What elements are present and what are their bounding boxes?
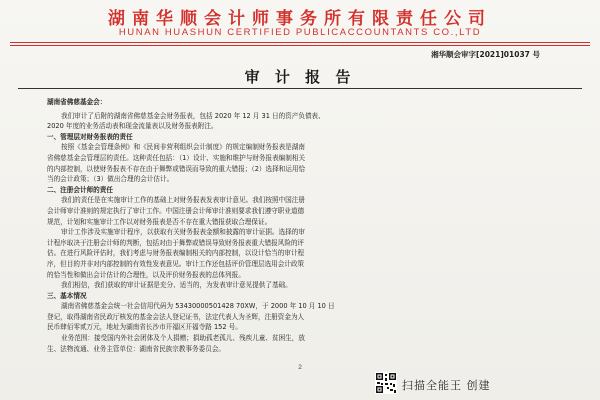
paragraph-line: 的恰当性和做出会计估计的合理性，以及评价财务报表的总体列报。: [47, 270, 245, 279]
paragraph-line: 估。在进行风险评估时，我们考虑与财务报表编制相关的内部控制，以设计恰当的审计程: [47, 249, 305, 258]
paragraph-line: 计程序取决于注册会计师的判断，包括对由于舞弊或错误导致财务报表重大错报风险的评: [47, 238, 305, 247]
paragraph-line: 2020 年度的业务活动表和现金流量表以及财务报表附注。: [47, 122, 218, 131]
addressee: 湖南省佛慈基金会：: [47, 98, 107, 106]
paragraph-line: 生、法物流通、业务主管单位：湖南省民族宗教事务委员会。: [47, 344, 226, 353]
report-body: [47, 97, 553, 354]
paragraph-line: 审计工作涉及实施审计程序，以获取有关财务报表金额和披露的审计证据。选择的审: [61, 228, 305, 237]
document-number: 湘华顺会审字[2021]01037 号: [431, 50, 540, 59]
paragraph-line: 湖南省佛慈基金会统一社会信用代码为 53430000501428 70XW，于 2000 年 10 月 10 日: [61, 302, 335, 311]
report-title: 审 计 报 告: [244, 68, 356, 86]
paragraph-line: 我们审计了后附的湖南省佛慈基金会财务报表，包括 2020 年 12 月 31 日的资产负债表、: [61, 111, 325, 120]
paragraph-line: 按照《基金会管理条例》和《民间非营利组织会计制度》的规定编制财务报表是湖南: [61, 143, 305, 152]
paragraph-line: 我们的责任是在实施审计工作的基础上对财务报表发表审计意见。我们按照中国注册: [61, 196, 305, 205]
section-heading: 三、基本情况: [47, 291, 87, 300]
scanner-watermark: 扫描全能王 创建: [402, 379, 491, 392]
section-heading: 二、注册会计师的责任: [47, 185, 113, 194]
page-number: 2: [298, 364, 302, 371]
report-paragraphs: [47, 111, 553, 355]
firm-name-en: HUNAN HUASHUN CERTIFIED PUBLICACCOUNTANTS CO.,LTD: [118, 27, 482, 38]
paragraph-line: 当的会计政策；（3）做出合理的会计估计。: [47, 175, 174, 184]
qr-code-icon: [375, 372, 397, 394]
paragraph-line: 会计师审计准则的规定执行了审计工作。中国注册会计师审计准则要求我们遵守职业道德: [47, 206, 305, 215]
letterhead-rule-top: [10, 42, 590, 43]
section-heading: 一、管理层对财务报表的责任: [47, 132, 133, 141]
paragraph-line: 业务范围：接受国内外社会团体及个人捐赠；捐助孤老孤儿、残疾儿童、贫困生，放: [61, 334, 305, 343]
paragraph-line: 规范，计划和实施审计工作以对财务报表是否不存在重大错报获取合理保证。: [47, 217, 272, 226]
paragraph-line: 省佛慈基金会管理层的责任。这种责任包括：（1）设计、实施和维护与财务报表编制相关: [47, 153, 306, 162]
paragraph-line: 序，但目的并非对内部控制的有效性发表意见。审计工作还包括评价管理层选用会计政策: [47, 259, 305, 268]
letterhead-rule-bottom: [10, 45, 590, 46]
paragraph-line: 民币肆佰零贰万元，地址为湖南省长沙市开福区开福寺路 152 号。: [47, 323, 242, 332]
paragraph-line: 的内部控制，以使财务报表不存在由于舞弊或错误而导致的重大错报；（2）选择和运用恰: [47, 164, 306, 173]
title-divider: [18, 88, 582, 89]
firm-name-cn: 湖南华顺会计师事务所有限责任公司: [108, 9, 492, 29]
paragraph-line: 我们相信，我们获取的审计证据是充分、适当的，为发表审计意见提供了基础。: [61, 281, 292, 290]
paragraph-line: 登记，取得湖南省民政厅核发的基金会法人登记证书，法定代表人为圣辉，注册资金为人: [47, 312, 305, 321]
